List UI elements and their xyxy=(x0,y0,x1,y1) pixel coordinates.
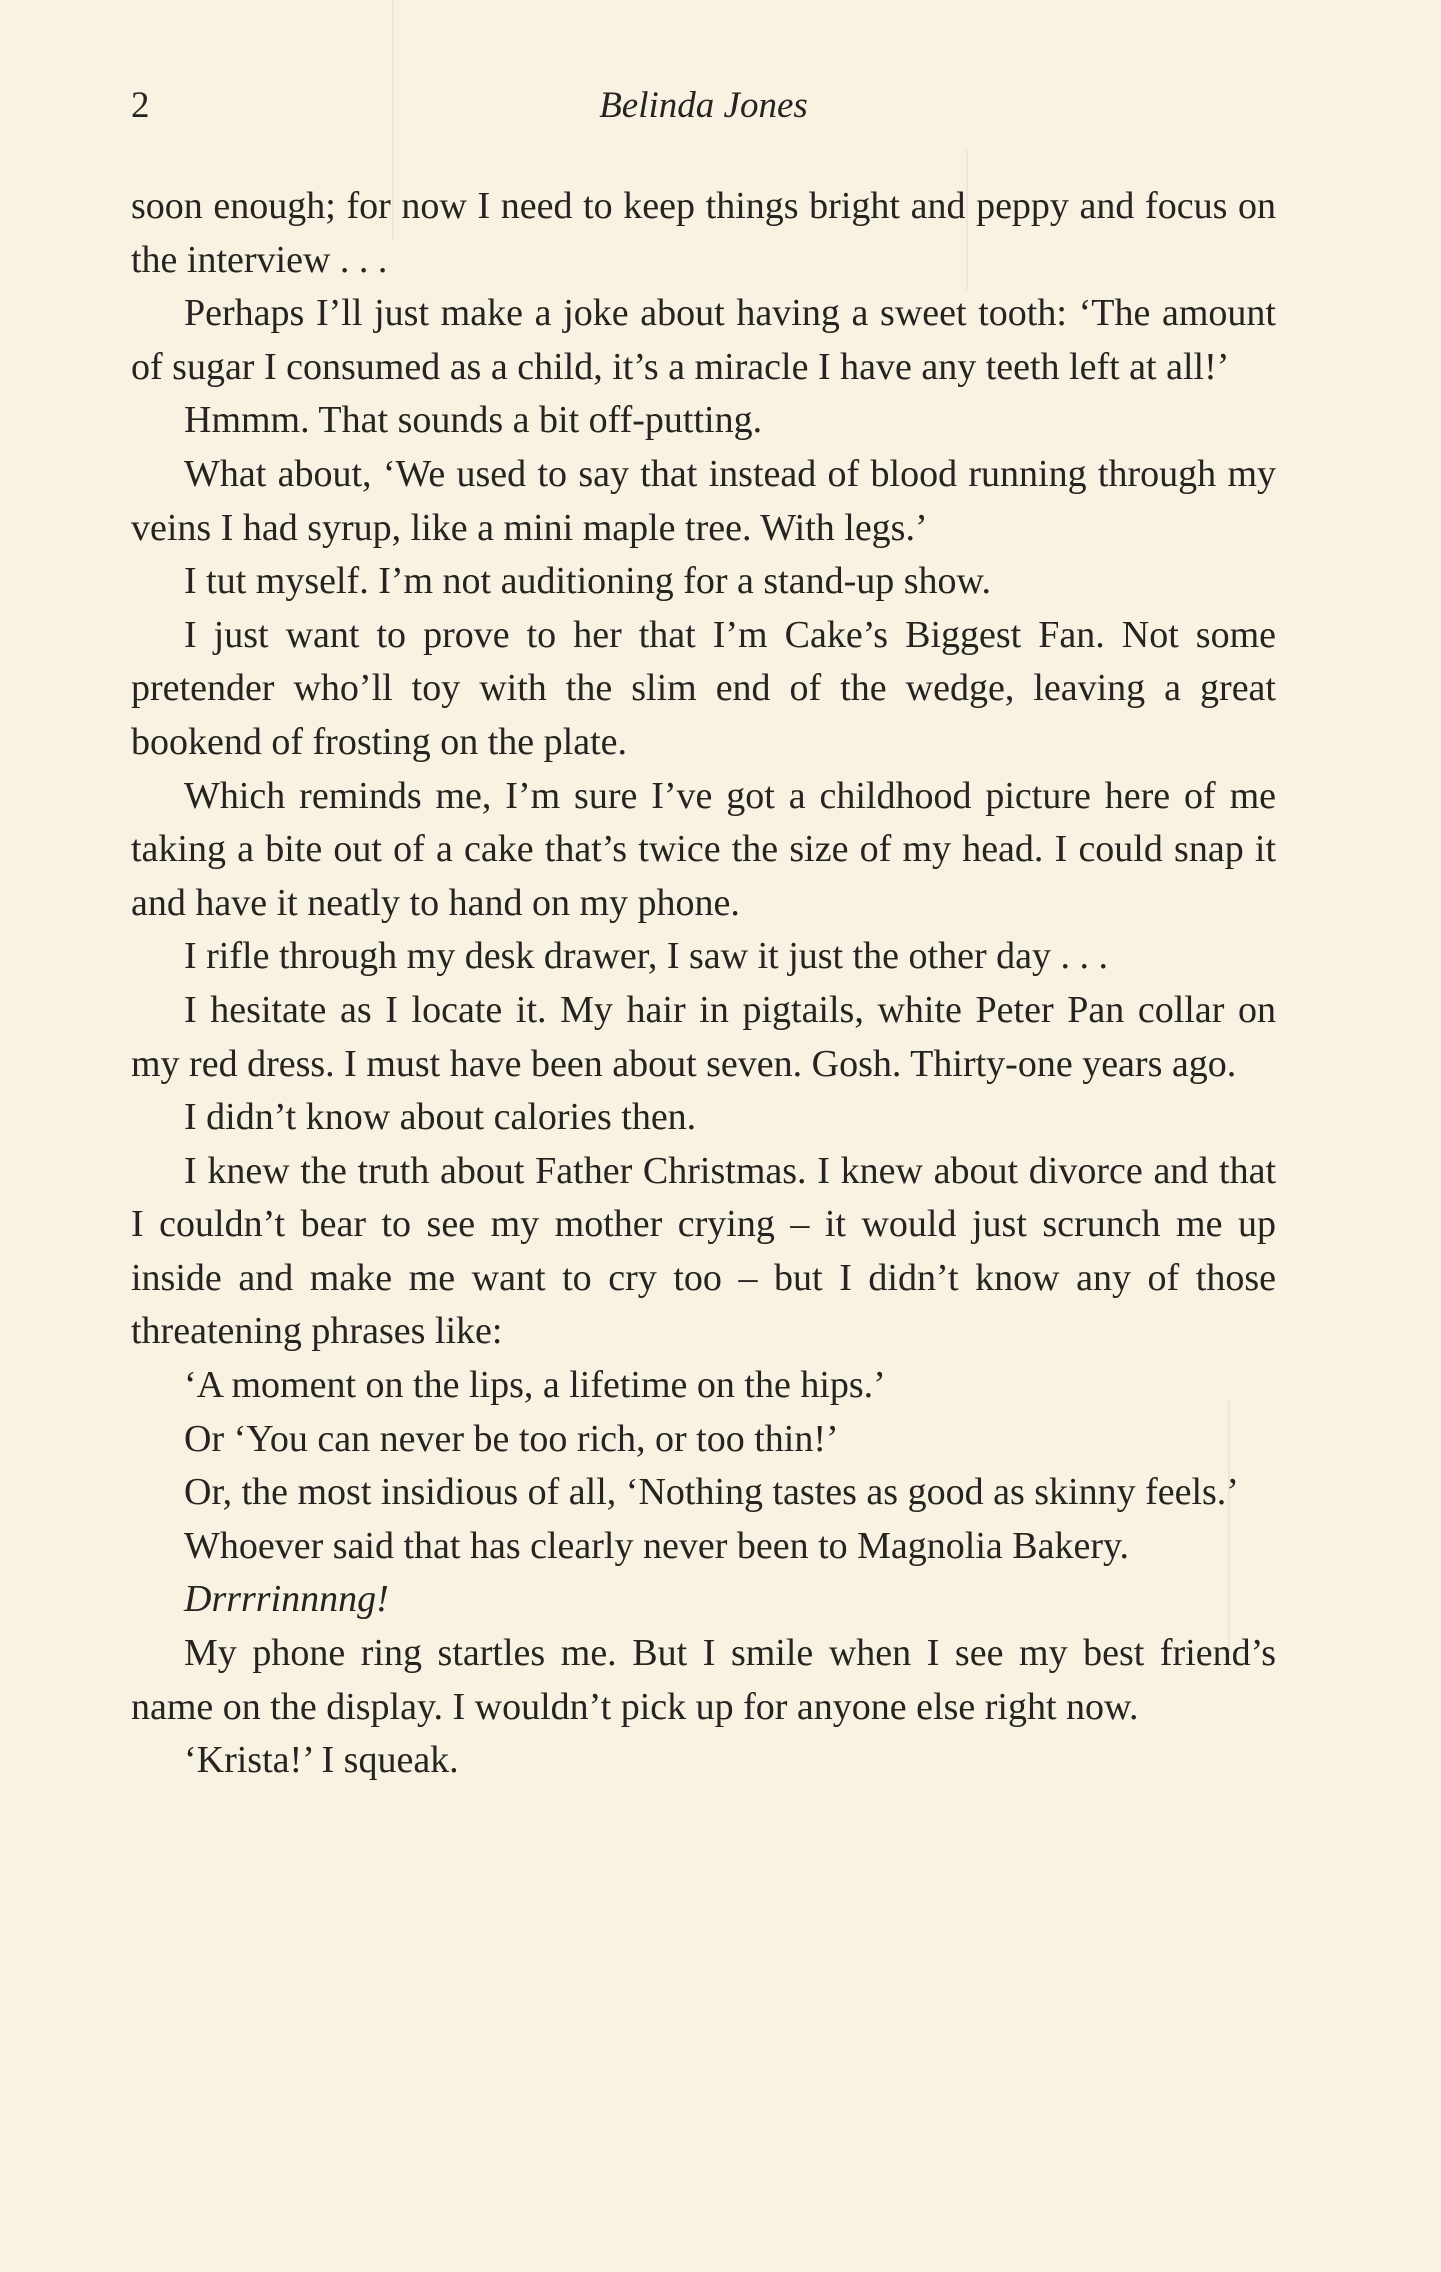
paragraph: Or ‘You can never be too rich, or too thin!’ xyxy=(184,1417,839,1460)
paragraph: I rifle through my desk drawer, I saw it just the other day . . . xyxy=(184,935,1108,978)
paragraph: Hmmm. That sounds a bit off-putting. xyxy=(184,399,763,442)
paragraph: I didn’t know about calories then. xyxy=(184,1096,697,1139)
paragraph: Perhaps I’ll just make a joke about having a sweet tooth: ‘The amount of sugar I consumed as a child, it’s a miracle I have any teeth left at all!’ xyxy=(131,292,1276,388)
paragraph: Whoever said that has clearly never been to Magnolia Bakery. xyxy=(184,1524,1130,1567)
paragraph: I tut myself. I’m not auditioning for a stand-up show. xyxy=(184,560,992,603)
paragraph: I just want to prove to her that I’m Cake’s Biggest Fan. Not some pretender who’ll toy with the slim end of the wedge, leaving a great bookend of frosting on the plate. xyxy=(131,613,1276,763)
paragraph: Which reminds me, I’m sure I’ve got a childhood picture here of me taking a bite out of a cake that’s twice the size of my head. I could snap it and have it neatly to hand on my phone. xyxy=(131,774,1276,924)
running-head: Belinda Jones xyxy=(599,85,808,126)
paragraph: I hesitate as I locate it. My hair in pigtails, white Peter Pan collar on my red dress. I must have been about seven. Gosh. Thirty-one years ago. xyxy=(131,988,1276,1085)
paragraph: I knew the truth about Father Christmas. I knew about divorce and that I couldn’t bear to see my mother crying – it would just scrunch me up inside and make me want to cry too – but I didn’t know any of those threatening phrases like: xyxy=(131,1149,1276,1353)
paragraph: My phone ring startles me. But I smile when I see my best friend’s name on the display. I wouldn’t pick up for anyone else right now. xyxy=(131,1632,1276,1728)
paragraph-italic: Drrrrinnnng! xyxy=(184,1578,389,1621)
paragraph: soon enough; for now I need to keep things bright and peppy and focus on the interview . . . xyxy=(131,185,1276,281)
paragraph: ‘Krista!’ I squeak. xyxy=(184,1739,459,1782)
paragraph: What about, ‘We used to say that instead of blood running through my veins I had syrup, like a mini maple tree. With legs.’ xyxy=(131,452,1276,549)
body-text xyxy=(131,180,1276,1788)
paragraph: ‘A moment on the lips, a lifetime on the hips.’ xyxy=(184,1364,886,1407)
page-header xyxy=(131,84,1276,134)
page-number: 2 xyxy=(131,85,150,126)
paragraph: Or, the most insidious of all, ‘Nothing tastes as good as skinny feels.’ xyxy=(184,1471,1239,1514)
